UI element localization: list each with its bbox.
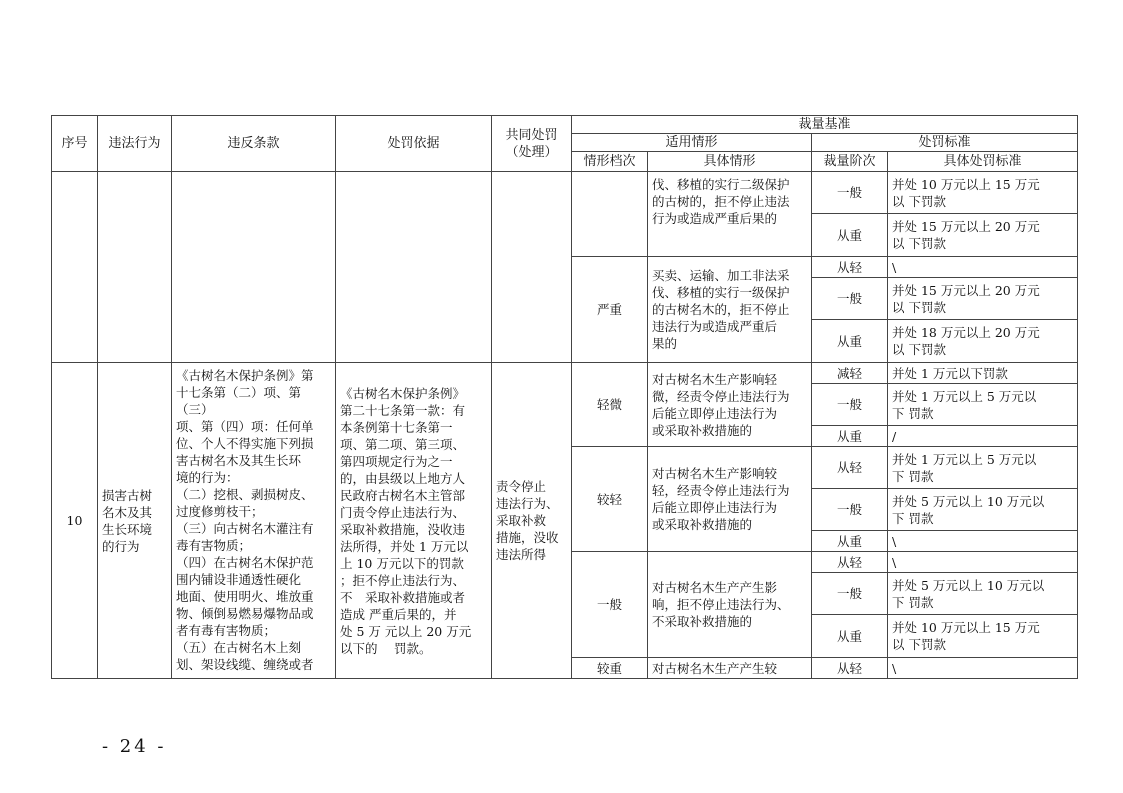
header-specific-std: 具体处罚标准 — [888, 152, 1078, 172]
header-clause: 违反条款 — [172, 116, 336, 172]
level-cell: 较轻 — [572, 447, 648, 552]
situation-cell: 对古树名木生产影响轻 微，经责令停止违法行为 后能立即停止违法行为 或采取补救措施的 — [648, 363, 812, 447]
situation-cell: 对古树名木生产影响较 轻，经责令停止违法行为 后能立即停止违法行为 或采取补救措施的 — [648, 447, 812, 552]
header-grade: 裁量阶次 — [812, 152, 888, 172]
common-penalty-cell: 责令停止 违法行为、 采取补救 措施，没收 违法所得 — [492, 363, 572, 679]
grade-cell: 一般 — [812, 489, 888, 531]
grade-cell: 减轻 — [812, 363, 888, 384]
grade-cell: 从重 — [812, 531, 888, 552]
standard-cell: 并处 18 万元以上 20 万元 以 下罚款 — [888, 320, 1078, 363]
cont-common-cell — [492, 172, 572, 363]
clause-cell: 《古树名木保护条例》第 十七条第（二）项、第（三） 项、第（四）项：任何单 位、个人不得实施下列损 害古树名木及其生长环 境的行为： （二）挖根、剥损树皮、 过度修剪枝干； （三）向古树名木灌注有 毒有害物质； （四）在古树名木保护范 围内铺设非通透性硬化 地面、使用明火、堆放重 物、倾倒易燃易爆物品或 者有毒有害物质； （五）在古树名木上刻 划、架设线缆、缠绕或者 — [172, 363, 336, 679]
level-cell: 较重 — [572, 658, 648, 679]
grade-cell: 从重 — [812, 214, 888, 257]
page-number: - 24 - — [102, 736, 167, 757]
standard-cell: \ — [888, 552, 1078, 573]
grade-cell: 从轻 — [812, 257, 888, 278]
standard-cell: 并处 1 万元以下罚款 — [888, 363, 1078, 384]
situation-cell: 对古树名木生产产生较 — [648, 658, 812, 679]
grade-cell: 从重 — [812, 426, 888, 447]
header-seq: 序号 — [52, 116, 98, 172]
cont-clause-cell — [172, 172, 336, 363]
cont-seq-cell — [52, 172, 98, 363]
header-applicable: 适用情形 — [572, 134, 812, 152]
cont-act-cell — [98, 172, 172, 363]
standard-cell: 并处 1 万元以上 5 万元以 下 罚款 — [888, 447, 1078, 489]
discretion-table — [51, 115, 1078, 679]
grade-cell: 一般 — [812, 384, 888, 426]
header-specific: 具体情形 — [648, 152, 812, 172]
header-common-penalty: 共同处罚 （处理） — [492, 116, 572, 172]
header-basis: 处罚依据 — [336, 116, 492, 172]
cont-situation-2: 买卖、运输、加工非法采 伐、移植的实行一级保护 的古树名木的，拒不停止 违法行为或造成严重后 果的 — [648, 257, 812, 363]
seq-cell: 10 — [52, 363, 98, 679]
cont-basis-cell — [336, 172, 492, 363]
header-level: 情形档次 — [572, 152, 648, 172]
grade-cell: 一般 — [812, 573, 888, 615]
standard-cell: 并处 5 万元以上 10 万元以 下 罚款 — [888, 489, 1078, 531]
act-cell: 损害古树 名木及其 生长环境 的行为 — [98, 363, 172, 679]
cont-level-cell — [572, 172, 648, 257]
grade-cell: 从轻 — [812, 447, 888, 489]
basis-cell: 《古树名木保护条例》 第二十七条第一款：有 本条例第十七条第一 项、第二项、第三项、 第四项规定行为之一 的，由县级以上地方人 民政府古树名木主管部 门责令停止违法行为、 采取补救措施，没收违 法所得，并处 1 万元以 上 10 万元以下的罚款 ；拒不停止违法行为、 不 采取补救措施或者 造成 严重后果的，并 处 5 万 元以上 20 万元 以下的 罚款。 — [336, 363, 492, 679]
cont-situation-1: 伐、移植的实行二级保护 的古树的，拒不停止违法 行为或造成严重后果的 — [648, 172, 812, 257]
standard-cell: 并处 15 万元以上 20 万元 以 下罚款 — [888, 278, 1078, 320]
grade-cell: 从轻 — [812, 552, 888, 573]
grade-cell: 一般 — [812, 172, 888, 214]
standard-cell: \ — [888, 531, 1078, 552]
standard-cell: 并处 5 万元以上 10 万元以 下 罚款 — [888, 573, 1078, 615]
standard-cell: 并处 15 万元以上 20 万元 以 下罚款 — [888, 214, 1078, 257]
header-standard: 处罚标准 — [812, 134, 1078, 152]
standard-cell: 并处 1 万元以上 5 万元以 下 罚款 — [888, 384, 1078, 426]
level-cell: 严重 — [572, 257, 648, 363]
header-act: 违法行为 — [98, 116, 172, 172]
grade-cell: 从重 — [812, 320, 888, 363]
standard-cell: 并处 10 万元以上 15 万元 以 下罚款 — [888, 172, 1078, 214]
standard-cell: 并处 10 万元以上 15 万元 以 下罚款 — [888, 615, 1078, 658]
standard-cell: \ — [888, 658, 1078, 679]
grade-cell: 一般 — [812, 278, 888, 320]
situation-cell: 对古树名木生产产生影 响，拒不停止违法行为、 不采取补救措施的 — [648, 552, 812, 658]
standard-cell: / — [888, 426, 1078, 447]
header-discretion: 裁量基准 — [572, 116, 1078, 134]
grade-cell: 从轻 — [812, 658, 888, 679]
level-cell: 轻微 — [572, 363, 648, 447]
grade-cell: 从重 — [812, 615, 888, 658]
level-cell: 一般 — [572, 552, 648, 658]
standard-cell: \ — [888, 257, 1078, 278]
